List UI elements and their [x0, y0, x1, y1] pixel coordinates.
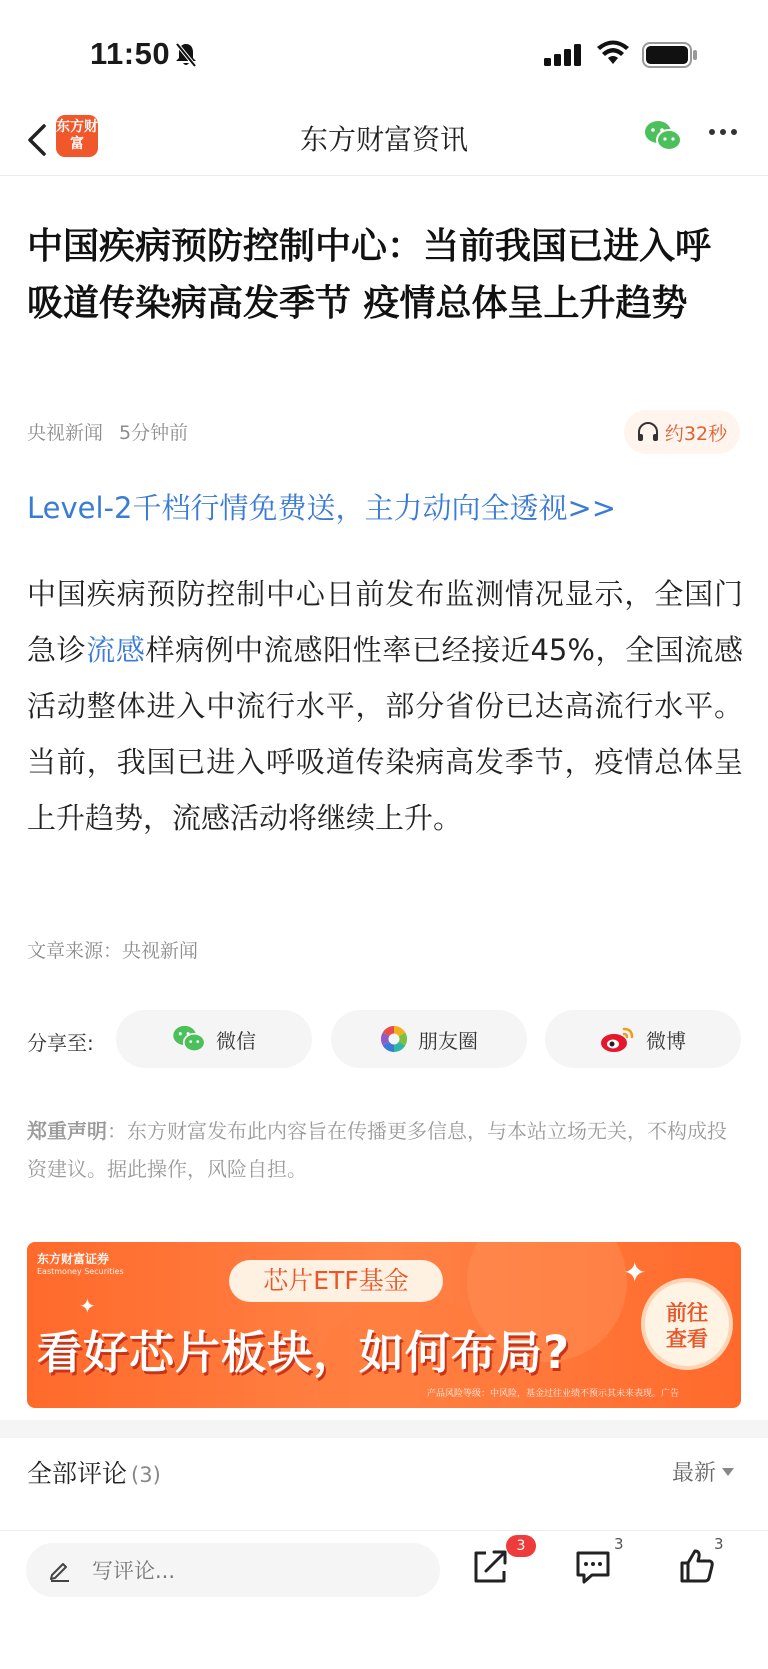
ad-brand-en: Eastmoney Securities — [37, 1267, 124, 1276]
sparkle-icon: ✦ — [79, 1294, 96, 1318]
level2-promo-link[interactable]: Level-2千档行情免费送，主力动向全透视>> — [27, 491, 617, 525]
article-source-line: 文章来源：央视新闻 — [27, 940, 199, 962]
audio-duration: 约32秒 — [664, 422, 728, 445]
bottom-action-bar — [0, 1530, 768, 1669]
ad-cta-line1: 前往 — [666, 1301, 708, 1325]
share-moments-button[interactable] — [331, 1010, 527, 1068]
wifi-icon — [596, 40, 630, 66]
ad-brand-logo — [37, 1250, 124, 1276]
caret-down-icon — [722, 1468, 734, 1476]
wechat-share-icon[interactable] — [644, 120, 682, 152]
comment-placeholder: 写评论... — [92, 1559, 176, 1583]
thumbs-up-icon[interactable] — [678, 1547, 716, 1585]
ad-risk-note: 产品风险等级：中风险，基金过往业绩不预示其未来表现。广告 — [427, 1389, 680, 1399]
status-time: 11:50 — [90, 36, 171, 71]
comment-sort-dropdown[interactable] — [672, 1456, 734, 1487]
share-count-badge: 3 — [506, 1535, 536, 1557]
comments-title: 全部评论 — [27, 1459, 128, 1488]
share-icon[interactable] — [472, 1547, 508, 1585]
like-count: 3 — [714, 1535, 724, 1553]
battery-icon — [642, 42, 698, 68]
headphones-icon — [637, 422, 659, 442]
moments-icon — [380, 1025, 408, 1053]
more-options-icon[interactable] — [708, 128, 738, 136]
pencil-icon — [48, 1558, 72, 1582]
share-wechat-button[interactable] — [116, 1010, 312, 1068]
comment-count: 3 — [614, 1535, 624, 1553]
ad-cta-button[interactable] — [641, 1278, 733, 1370]
share-weibo-button[interactable] — [545, 1010, 741, 1068]
write-comment-input[interactable] — [26, 1543, 440, 1597]
article-time: 5分钟前 — [119, 422, 189, 444]
bell-off-icon — [174, 42, 198, 68]
ad-headline: 看好芯片板块，如何布局? — [37, 1326, 571, 1379]
article-meta — [27, 418, 188, 445]
share-moments-label: 朋友圈 — [418, 1028, 478, 1053]
disclaimer-text: ：东方财富发布此内容旨在传播更多信息，与本站立场无关，不构成投资建议。据此操作，风险自担。 — [27, 1119, 727, 1181]
ad-brand-name: 东方财富证券 — [37, 1252, 110, 1266]
section-divider — [0, 1420, 768, 1438]
flu-keyword-link[interactable]: 流感 — [86, 633, 146, 667]
share-label: 分享至: — [27, 1031, 94, 1055]
listen-audio-button[interactable] — [624, 410, 740, 454]
sparkle-icon: ✦ — [623, 1256, 647, 1289]
article-source[interactable]: 央视新闻 — [27, 422, 104, 444]
sort-label: 最新 — [672, 1461, 717, 1486]
article-body — [27, 566, 743, 846]
weibo-icon — [600, 1025, 636, 1053]
chip-etf-ad-banner[interactable] — [27, 1242, 741, 1408]
comments-count: (3) — [131, 1463, 161, 1487]
nav-title: 东方财富资讯 — [299, 123, 468, 156]
body-text-part2: 样病例中流感阳性率已经接近45%，全国流感活动整体进入中流行水平，部分省份已达高流行水平。当前，我国已进入呼吸道传染病高发季节，疫情总体呈上升趋势，流感活动将继续上升。 — [27, 633, 743, 835]
share-weibo-label: 微博 — [646, 1028, 686, 1053]
body-text-part1: 中国疾病预防控制中心日前发布监测情况显示，全国门急诊 — [27, 577, 743, 667]
share-wechat-label: 微信 — [216, 1028, 256, 1053]
comments-header — [27, 1454, 161, 1490]
wechat-icon — [172, 1025, 206, 1053]
eastmoney-logo: 东方财富 — [56, 115, 98, 157]
comment-icon[interactable] — [574, 1547, 612, 1585]
status-bar — [0, 0, 768, 100]
ad-product-chip: 芯片ETF基金 — [229, 1260, 443, 1302]
cellular-signal-icon — [544, 44, 584, 66]
disclaimer — [27, 1112, 743, 1188]
nav-bar — [0, 104, 768, 176]
article-title: 中国疾病预防控制中心：当前我国已进入呼吸道传染病高发季节 疫情总体呈上升趋势 — [27, 226, 712, 324]
ad-cta-line2: 查看 — [666, 1327, 708, 1351]
disclaimer-heading: 郑重声明 — [27, 1119, 107, 1143]
